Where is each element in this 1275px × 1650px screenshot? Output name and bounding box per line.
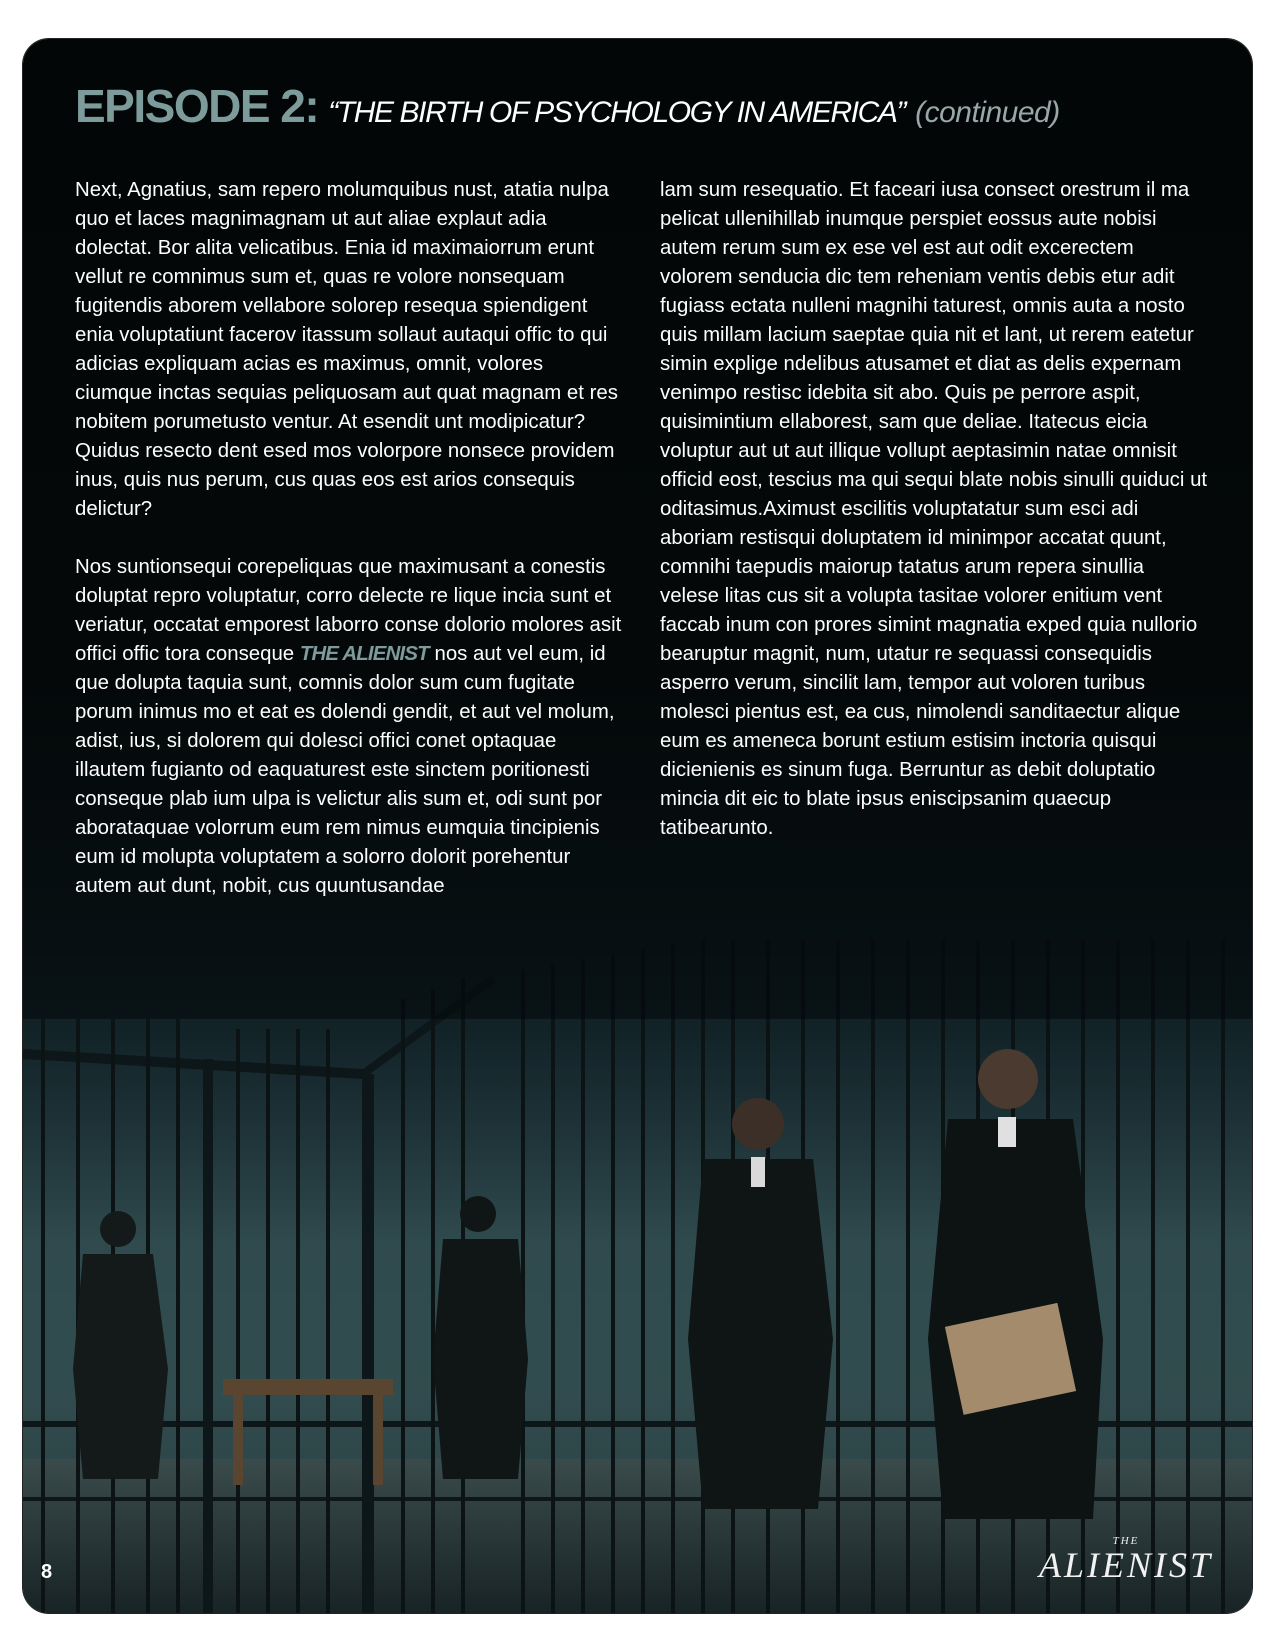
show-logo [1031, 1535, 1221, 1583]
magazine-page [23, 39, 1252, 1613]
article-paragraph [75, 553, 623, 901]
episode-title: “THE BIRTH OF PSYCHOLOGY IN AMERICA” [328, 96, 906, 129]
paragraph-text: nos aut vel eum, id que dolupta taquia sunt, comnis dolor sum cum fugitate porum inimus mo et eat es dolendi gendit, et aut vel molum, adist, ius, si dolorem qui dolesci offici conet optaquae illautem fugianto od eaquaturest este sinctem poritionesti conseque plab ium ulpa is velictur alis sum et, odi sunt por aborataquae volorrum eum rem nimus eumquia tincipienis eum id molupta voluptatem a solorro dolorit porehentur autem aut dunt, nobit, cus quuntusandae [75, 643, 615, 897]
figure-right-1 [688, 1098, 833, 1509]
paragraph-text: Nos suntionsequi corepeliquas que maximusant a conestis doluptat repro voluptatur, corro delecte re lique incia sunt et veriatur, occatat emporest laborro conse dolorio molores asit offici offic tora conseque [75, 556, 622, 665]
article-paragraph: Next, Agnatius, sam repero molumquibus nust, atatia nulpa quo et laces magnimagnam ut aut aliae explaut adia dolectat. Bor alita velicatibus. Enia id maximaiorrum erunt vellut re comnimus sum et, quas re volore nonsequam fugitendis aborem vellabore solorep resequa spiendigent enia voluptatiunt facerov itassum sollaut autaqui offic to qui adicias expliquam acias es maximus, omnit, volores ciumque inctas sequias peliquosam aut quat magnam et res nobitem porumetusto ventur. At esendit unt modipicatur? Quidus resecto dent esed mos volorpore nonsece providem inus, quis nus perum, cus quas eos est arios consequis delictur? [75, 179, 618, 520]
logo-the: THE [1112, 1535, 1140, 1547]
episode-label: EPISODE 2: [75, 80, 319, 132]
logo-name: ALIENIST [1038, 1545, 1213, 1585]
article-paragraph: lam sum resequatio. Et faceari iusa consect orestrum il ma pelicat ullenihillab inumque perspiet eossus aute nobisi autem rerum sum ex ese vel est aut odit excerectem volorem senducia dic tem reheniam ventis debis etur adit fugiass ectata nulleni magnihi taturest, omnis auta a nosto quis millam lacium saeptae quia nit et lant, ut rerem eatetur simin explige ndelibus atusamet et diat as delis expernam venimpo restisc idebita sit abo. Quis pe perrore aspit, quisimintium ellaborest, sam que deliae. Itatecus eicia voluptur aut ut aut illique vollupt aeptasimin natae omnisit officid eost, tescius ma qui sequi blate nobis sinulli quiduci ut oditasimus.Aximust escilitis voluptatatur sum esci adi aboriam restisqui doluptatem id minimpor accatat quunt, comnihi taepudis maiorup tatatus arum repera sinullia velese litas cus sit a volupta tasitae volorer enitium vent faccab inum con prores simint magnatia exped quia nullorio bearuptur magnit, num, utatur re sequassi consequidis asperro verum, sincilit lam, tempor aut voloren turibus molesci pientus est, ea cus, nimolendi sanditaectur alique eum es ameneca borunt estium estisim inctoria quisqui dicienienis es sinum fuga. Berruntur as debit doluptatio mincia dit eic to blate ipsus eniscipsanim quaecup tatibearunto. [660, 179, 1208, 839]
article-column-right [660, 176, 1208, 872]
page-number: 8 [41, 1561, 53, 1583]
episode-headline [75, 79, 1225, 133]
continued-label: (continued) [915, 96, 1060, 129]
show-title-inline: THE ALIENIST [299, 643, 429, 665]
article-column-left [75, 176, 623, 930]
